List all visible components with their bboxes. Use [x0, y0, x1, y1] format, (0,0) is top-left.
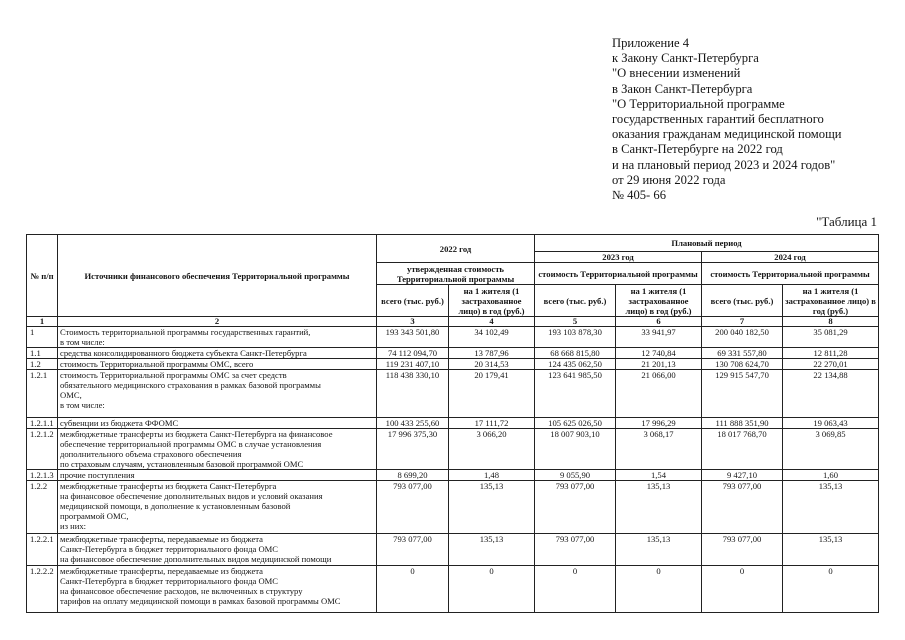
cell-total: 111 888 351,90 — [702, 418, 783, 429]
header-year-2023: 2023 год — [535, 252, 702, 263]
table-row — [27, 348, 879, 359]
header-year-2022: 2022 год — [377, 235, 535, 263]
appendix-line: "О внесении изменений — [612, 66, 741, 81]
cell-per-capita: 3 066,20 — [449, 429, 535, 470]
cell-per-capita: 22 270,01 — [783, 359, 879, 370]
appendix-line: "О Территориальной программе — [612, 96, 785, 111]
row-code: 1.2.1 — [27, 370, 58, 418]
cell-total: 129 915 547,70 — [702, 370, 783, 418]
table-row — [27, 429, 879, 470]
cell-total: 0 — [377, 566, 449, 613]
table-row — [27, 370, 879, 418]
cell-per-capita: 20 179,41 — [449, 370, 535, 418]
financing-table — [26, 234, 879, 613]
row-source-name: субвенции из бюджета ФФОМС — [58, 418, 377, 429]
cell-per-capita: 1,48 — [449, 470, 535, 481]
table-row — [27, 418, 879, 429]
header-source: Источники финансового обеспечения Территориальной программы — [58, 235, 377, 317]
cell-per-capita: 12 811,28 — [783, 348, 879, 359]
column-number: 2 — [58, 317, 377, 327]
cell-total: 9 055,90 — [535, 470, 616, 481]
header-cost-2023: стоимость Территориальной программы — [535, 263, 702, 285]
header-approved-cost: утвержденная стоимость Территориальной программы — [377, 263, 535, 285]
table-row — [27, 534, 879, 566]
appendix-line: к Закону Санкт-Петербурга — [612, 51, 759, 66]
column-number: 4 — [449, 317, 535, 327]
table-row — [27, 359, 879, 370]
cell-per-capita: 22 134,88 — [783, 370, 879, 418]
cell-per-capita: 34 102,49 — [449, 327, 535, 348]
header-per-capita-2022: на 1 жителя (1 застрахованное лицо) в год (руб.) — [449, 285, 535, 317]
cell-per-capita: 1,60 — [783, 470, 879, 481]
cell-per-capita: 1,54 — [616, 470, 702, 481]
cell-per-capita: 33 941,97 — [616, 327, 702, 348]
row-code: 1.2.1.2 — [27, 429, 58, 470]
column-number: 8 — [783, 317, 879, 327]
table-row — [27, 481, 879, 534]
header-num: № п/п — [27, 235, 58, 317]
cell-per-capita: 17 111,72 — [449, 418, 535, 429]
table-row — [27, 566, 879, 613]
cell-total: 793 077,00 — [535, 481, 616, 534]
header-per-capita-2024: на 1 жителя (1 застрахованное лицо) в год (руб.) — [783, 285, 879, 317]
column-number: 5 — [535, 317, 616, 327]
cell-total: 119 231 407,10 — [377, 359, 449, 370]
row-source-name: средства консолидированного бюджета субъекта Санкт-Петербурга — [58, 348, 377, 359]
header-total-2023: всего (тыс. руб.) — [535, 285, 616, 317]
cell-per-capita: 19 063,43 — [783, 418, 879, 429]
cell-per-capita: 0 — [783, 566, 879, 613]
cell-per-capita: 0 — [616, 566, 702, 613]
appendix-line: государственных гарантий бесплатного — [612, 112, 824, 127]
cell-total: 18 007 903,10 — [535, 429, 616, 470]
appendix-line: от 29 июня 2022 года — [612, 172, 726, 187]
row-code: 1.2.2.2 — [27, 566, 58, 613]
cell-total: 0 — [702, 566, 783, 613]
row-source-name: прочие поступления — [58, 470, 377, 481]
cell-total: 118 438 330,10 — [377, 370, 449, 418]
cell-per-capita: 13 787,96 — [449, 348, 535, 359]
row-source-name: Стоимость территориальной программы государственных гарантий, в том числе: — [58, 327, 377, 348]
cell-per-capita: 135,13 — [449, 481, 535, 534]
column-number: 1 — [27, 317, 58, 327]
cell-per-capita: 135,13 — [616, 534, 702, 566]
appendix-line: и на плановый период 2023 и 2024 годов" — [612, 157, 836, 172]
appendix-line: в Закон Санкт-Петербурга — [612, 81, 753, 96]
table-row — [27, 327, 879, 348]
row-source-name: стоимость Территориальной программы ОМС, всего — [58, 359, 377, 370]
appendix-header — [612, 36, 882, 203]
column-number: 6 — [616, 317, 702, 327]
cell-per-capita: 135,13 — [449, 534, 535, 566]
row-code: 1 — [27, 327, 58, 348]
cell-total: 74 112 094,70 — [377, 348, 449, 359]
cell-per-capita: 3 068,17 — [616, 429, 702, 470]
row-code: 1.2.2 — [27, 481, 58, 534]
table-caption: "Таблица 1 — [816, 214, 877, 229]
cell-total: 193 103 878,30 — [535, 327, 616, 348]
cell-total: 130 708 624,70 — [702, 359, 783, 370]
column-number: 3 — [377, 317, 449, 327]
cell-total: 124 435 062,50 — [535, 359, 616, 370]
cell-per-capita: 0 — [449, 566, 535, 613]
row-code: 1.2.1.1 — [27, 418, 58, 429]
row-source-name: межбюджетные трансферты из бюджета Санкт-Петербурга на финансовое обеспечение дополнительных видов и условий оказания медицинской помощи, в дополнение к установленным базовой программой ОМС, из них: — [58, 481, 377, 534]
column-number: 7 — [702, 317, 783, 327]
cell-total: 793 077,00 — [702, 481, 783, 534]
cell-total: 18 017 768,70 — [702, 429, 783, 470]
row-code: 1.2 — [27, 359, 58, 370]
cell-per-capita: 135,13 — [616, 481, 702, 534]
cell-total: 200 040 182,50 — [702, 327, 783, 348]
cell-total: 193 343 501,80 — [377, 327, 449, 348]
cell-per-capita: 21 066,00 — [616, 370, 702, 418]
cell-total: 8 699,20 — [377, 470, 449, 481]
appendix-line: оказания гражданам медицинской помощи — [612, 127, 842, 142]
cell-total: 69 331 557,80 — [702, 348, 783, 359]
cell-per-capita: 3 069,85 — [783, 429, 879, 470]
cell-total: 100 433 255,60 — [377, 418, 449, 429]
row-source-name: межбюджетные трансферты, передаваемые из бюджета Санкт-Петербурга в бюджет территориального фонда ОМС на финансовое обеспечение дополнительных видов медицинской помощи — [58, 534, 377, 566]
cell-total: 0 — [535, 566, 616, 613]
cell-total: 17 996 375,30 — [377, 429, 449, 470]
cell-total: 105 625 026,50 — [535, 418, 616, 429]
cell-total: 793 077,00 — [702, 534, 783, 566]
cell-per-capita: 20 314,53 — [449, 359, 535, 370]
cell-total: 793 077,00 — [377, 481, 449, 534]
header-total-2024: всего (тыс. руб.) — [702, 285, 783, 317]
appendix-line: Приложение 4 — [612, 36, 690, 50]
table-row — [27, 470, 879, 481]
row-source-name: стоимость Территориальной программы ОМС за счет средств обязательного медицинского страхования в рамках базовой программы ОМС, в том числе: — [58, 370, 377, 418]
cell-total: 9 427,10 — [702, 470, 783, 481]
row-code: 1.2.2.1 — [27, 534, 58, 566]
cell-per-capita: 17 996,29 — [616, 418, 702, 429]
header-planned-period: Плановый период — [535, 235, 879, 252]
header-cost-2024: стоимость Территориальной программы — [702, 263, 879, 285]
cell-total: 793 077,00 — [377, 534, 449, 566]
header-year-2024: 2024 год — [702, 252, 879, 263]
header-total-2022: всего (тыс. руб.) — [377, 285, 449, 317]
cell-per-capita: 135,13 — [783, 534, 879, 566]
row-code: 1.1 — [27, 348, 58, 359]
header-per-capita-2023: на 1 жителя (1 застрахованное лицо) в год (руб.) — [616, 285, 702, 317]
cell-total: 68 668 815,80 — [535, 348, 616, 359]
cell-total: 123 641 985,50 — [535, 370, 616, 418]
row-code: 1.2.1.3 — [27, 470, 58, 481]
row-source-name: межбюджетные трансферты, передаваемые из бюджета Санкт-Петербурга в бюджет территориального фонда ОМС на финансовое обеспечение расходов, не включенных в структуру тарифов на оплату медицинской помощи в рамках базовой программы ОМС — [58, 566, 377, 613]
row-source-name: межбюджетные трансферты из бюджета Санкт-Петербурга на финансовое обеспечение территориальной программы ОМС в случае установления дополнительного объема страхового обеспечения по страховым случаям, установленным базовой программой ОМС — [58, 429, 377, 470]
cell-total: 793 077,00 — [535, 534, 616, 566]
appendix-line: в Санкт-Петербурге на 2022 год — [612, 142, 783, 157]
cell-per-capita: 12 740,84 — [616, 348, 702, 359]
cell-per-capita: 21 201,13 — [616, 359, 702, 370]
appendix-line: № 405- 66 — [612, 188, 666, 203]
cell-per-capita: 35 081,29 — [783, 327, 879, 348]
cell-per-capita: 135,13 — [783, 481, 879, 534]
